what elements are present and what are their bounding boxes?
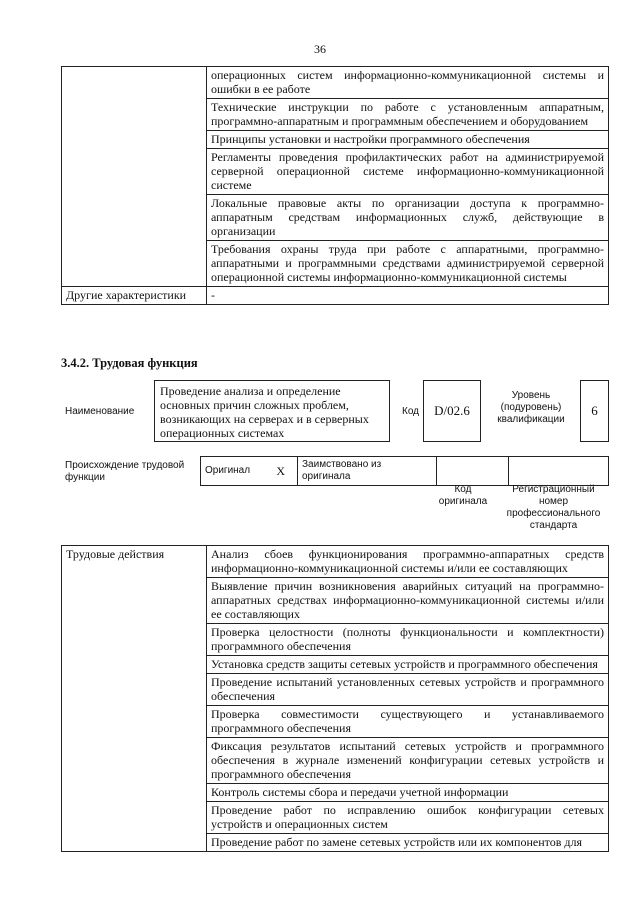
table-cell: Анализ сбоев функционирования программно-аппаратных средств информационно-коммуникационной системы и/или ее составляющих (207, 546, 609, 578)
table-cell: Проведение работ по замене сетевых устройств или их компонентов для (207, 834, 609, 852)
code-box: D/02.6 (423, 380, 481, 442)
page-number: 36 (314, 42, 326, 56)
labor-actions-table (61, 545, 609, 852)
origin-label: Происхождение трудовой функции (65, 460, 185, 483)
original-cell (201, 457, 298, 486)
knowledge-table (61, 66, 609, 305)
name-label: Наименование (65, 406, 135, 417)
other-characteristics-label: Другие характеристики (62, 287, 207, 305)
labor-actions-label: Трудовые действия (62, 546, 207, 852)
level-box: 6 (580, 380, 609, 442)
table-row (62, 67, 609, 99)
section-heading: 3.4.2. Трудовая функция (61, 356, 198, 370)
code-label: Код (402, 406, 420, 417)
table-cell: Фиксация результатов испытаний сетевых устройств и программного обеспечения в журнале изменений конфигурации сетевых устройств и программного обеспечения (207, 738, 609, 784)
table-cell: Проведение испытаний установленных сетевых устройств и программного обеспечения (207, 674, 609, 706)
table-cell: Проверка совместимости существующего и устанавливаемого программного обеспечения (207, 706, 609, 738)
table-cell: - (207, 287, 609, 305)
original-mark: X (276, 463, 285, 478)
table-cell: Принципы установки и настройки программного обеспечения (207, 131, 609, 149)
borrowed-label: Заимствовано из оригинала (298, 457, 437, 486)
table-cell: Проведение работ по исправлению ошибок конфигурации сетевых устройств и операционных систем (207, 802, 609, 834)
table-cell: Установка средств защиты сетевых устройств и программного обеспечения (207, 656, 609, 674)
table-cell: Технические инструкции по работе с установленным аппаратным, программно-аппаратным и программным обеспечением и оборудованием (207, 99, 609, 131)
function-name-box: Проведение анализа и определение основных причин сложных проблем, возникающих на серверах и в серверных операционных системах (154, 380, 390, 442)
table-cell: Регламенты проведения профилактических работ на администрируемой серверной операционной системе информационно-коммуникационной системе (207, 149, 609, 195)
code-original-caption: Код оригинала (438, 484, 488, 507)
table-row (62, 546, 609, 578)
table-cell: Локальные правовые акты по организации доступа к программно-аппаратным средствам информационных служб, действующие в организации (207, 195, 609, 241)
table-cell: Требования охраны труда при работе с аппаратными, программно-аппаратными и программными средствами администрируемой серверной операционной системы информационно-коммуникационной системы (207, 241, 609, 287)
table-label-cell (62, 67, 207, 287)
table-cell: Выявление причин возникновения аварийных ситуаций на программно-аппаратных средствах информационно-коммуникационной системы и/или ее составляющих (207, 578, 609, 624)
table-cell: Проверка целостности (полноты функциональности и комплектности) программного обеспечения (207, 624, 609, 656)
level-label: Уровень (подуровень) квалификации (497, 390, 565, 425)
table-cell: Контроль системы сбора и передачи учетной информации (207, 784, 609, 802)
table-row (62, 287, 609, 305)
reg-number-caption: Регистрационный номер профессионального стандарта (506, 484, 601, 531)
origin-table (200, 456, 609, 486)
code-original-cell (437, 457, 509, 486)
original-label: Оригинал (205, 465, 251, 476)
reg-number-cell (509, 457, 609, 486)
table-cell: операционных систем информационно-коммуникационной системы и ошибки в ее работе (207, 67, 609, 99)
table-row (201, 457, 609, 486)
